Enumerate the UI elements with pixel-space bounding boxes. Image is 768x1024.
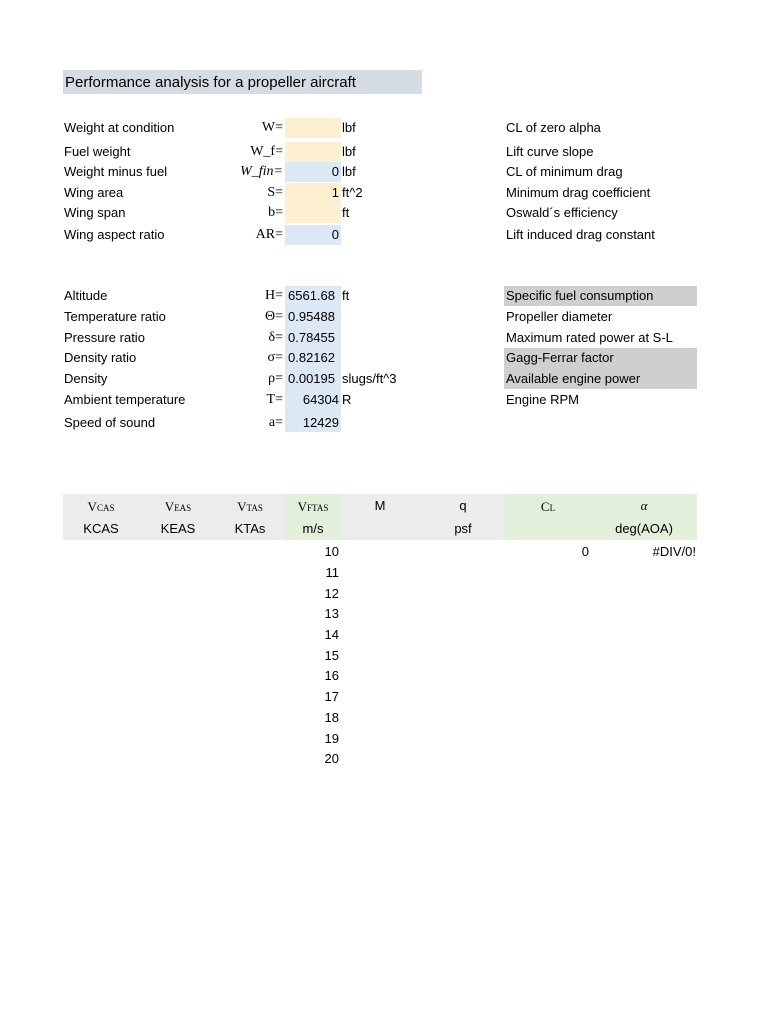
wing-span-input-cell[interactable] [285,203,341,223]
ambient-temperature-label: Ambient temperature [64,392,186,407]
table-row-vftas: 18 [324,710,339,725]
speed-of-sound-symbol: a= [268,415,283,430]
first-row-alpha: #DIV/0! [652,544,696,559]
first-row-cl: 0 [581,544,589,559]
cl-min-drag-label: CL of minimum drag [506,164,623,179]
table-row-vftas: 19 [324,731,339,746]
table-row-vftas: 20 [324,751,339,766]
altitude-value: 6561.68 [288,288,335,303]
table-row-vftas: 15 [324,648,339,663]
fuel-weight-unit: lbf [342,144,356,159]
density-value: 0.00195 [288,371,335,386]
altitude-label: Altitude [64,288,108,303]
density-unit: slugs/ft^3 [342,371,397,386]
unit-keas: KEAS [160,521,196,536]
temperature-ratio-label: Temperature ratio [64,309,166,324]
density-ratio-symbol: σ= [267,350,283,365]
aspect-ratio-symbol: AR= [255,227,283,242]
ambient-temperature-value: 64304 [302,392,339,407]
engine-rpm-label: Engine RPM [506,392,579,407]
header-cl: CL [540,499,556,514]
temperature-ratio-value: 0.95488 [288,309,335,324]
unit-psf: psf [454,521,472,536]
induced-drag-constant-label: Lift induced drag constant [506,227,655,242]
temperature-ratio-symbol: Θ= [264,309,283,324]
unit-deg-aoa: deg(AOA) [615,521,673,536]
header-vtas: VTAS [237,499,263,514]
page-title: Performance analysis for a propeller aircraft [65,74,356,91]
cl-zero-alpha-label: CL of zero alpha [506,120,601,135]
propeller-diameter-label: Propeller diameter [506,309,613,324]
density-ratio-label: Density ratio [64,350,137,365]
header-vftas: VFTAS [297,499,329,514]
oswald-efficiency-label: Oswald´s efficiency [506,205,618,220]
wing-area-unit: ft^2 [342,185,363,200]
header-veas: VEAS [164,499,192,514]
unit-ktas: KTAs [234,521,266,536]
fuel-weight-symbol: W_f= [250,144,283,159]
density-symbol: ρ= [268,371,283,386]
unit-ms: m/s [302,521,324,536]
fuel-weight-input-cell[interactable] [285,142,341,162]
weight-minus-fuel-unit: lbf [342,164,356,179]
weight-input-cell[interactable] [285,118,341,138]
table-row-vftas: 17 [324,689,339,704]
header-alpha: α [640,498,648,513]
wing-span-unit: ft [342,205,350,220]
fuel-weight-label: Fuel weight [64,144,131,159]
table-row-vftas: 12 [324,586,339,601]
header-mach: M [374,498,386,513]
gagg-ferrar-label: Gagg-Ferrar factor [506,350,614,365]
weight-label: Weight at condition [64,120,175,135]
sfc-label: Specific fuel consumption [506,288,654,303]
max-rated-power-label: Maximum rated power at S-L [506,330,673,345]
table-row-vftas: 11 [325,565,339,580]
pressure-ratio-symbol: δ= [268,330,283,345]
weight-minus-fuel-value: 0 [331,164,339,179]
weight-minus-fuel-symbol: W_fin= [240,164,283,179]
wing-span-label: Wing span [64,205,126,220]
table-row-vftas: 16 [324,668,339,683]
header-q: q [459,498,467,513]
density-label: Density [64,371,108,386]
aspect-ratio-value: 0 [331,227,339,242]
altitude-symbol: H= [264,288,283,303]
min-drag-coeff-label: Minimum drag coefficient [506,185,651,200]
density-ratio-value: 0.82162 [288,350,335,365]
speed-of-sound-value: 12429 [302,415,339,430]
ambient-temperature-symbol: T= [266,392,283,407]
wing-area-symbol: S= [267,185,283,200]
table-row-vftas: 10 [324,544,339,559]
pressure-ratio-label: Pressure ratio [64,330,145,345]
lift-curve-slope-label: Lift curve slope [506,144,594,159]
altitude-unit: ft [342,288,350,303]
weight-symbol: W= [261,120,283,135]
wing-span-symbol: b= [268,205,283,220]
aspect-ratio-label: Wing aspect ratio [64,227,165,242]
table-row-vftas: 14 [324,627,339,642]
available-power-label: Available engine power [506,371,641,386]
header-vcas: VCAS [87,499,115,514]
wing-area-value: 1 [331,185,339,200]
weight-minus-fuel-label: Weight minus fuel [64,164,168,179]
pressure-ratio-value: 0.78455 [288,330,335,345]
ambient-temperature-unit: R [342,392,352,407]
wing-area-label: Wing area [64,185,124,200]
table-row-vftas: 13 [324,606,339,621]
speed-of-sound-label: Speed of sound [64,415,156,430]
weight-unit: lbf [342,120,356,135]
unit-kcas: KCAS [83,521,119,536]
